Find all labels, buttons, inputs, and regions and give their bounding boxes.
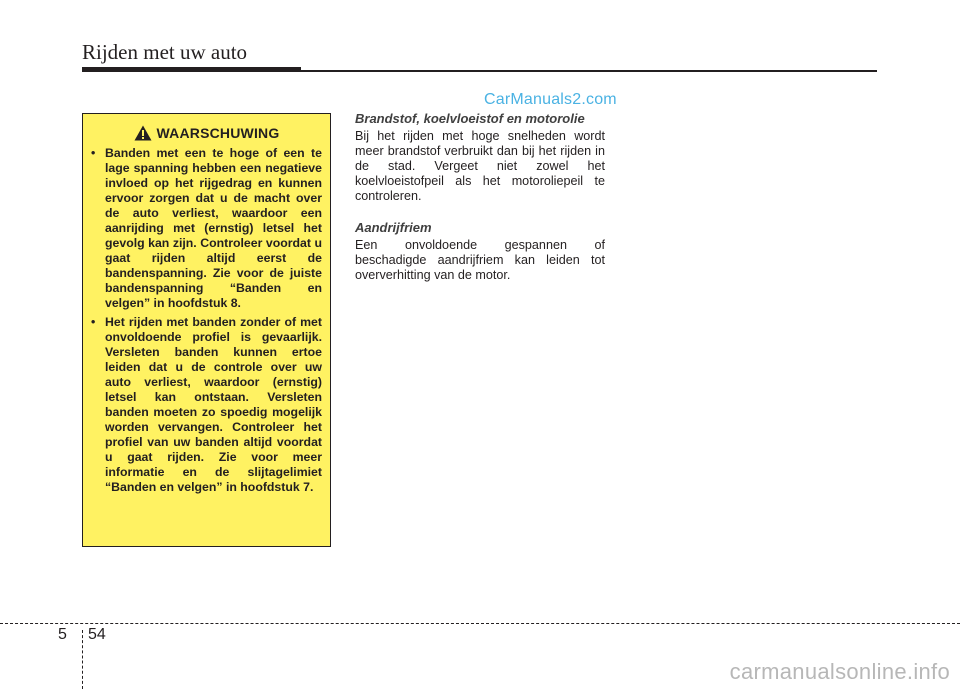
section-heading-drive-belt: Aandrijfriem [355, 220, 432, 235]
warning-title: WAARSCHUWING [156, 125, 280, 141]
footer-dashed-rule [0, 623, 960, 624]
warning-item-text: Banden met een te hoge of een te lage spanning hebben een negatieve invloed op het rijgedrag en kunnen ervoor zorgen dat u de macht over de auto verliest, waardoor een aanrijding met (ernstig) letsel het gevolg kan zijn. Controleer voordat u gaat rijden altijd eerst de bandenspanning. Zie voor de juiste bandenspanning “Banden en velgen” in hoofdstuk 8. [105, 146, 322, 310]
watermark-carmanuals2: CarManuals2.com [484, 91, 617, 108]
page-number: 54 [88, 626, 106, 643]
chapter-number: 5 [58, 626, 67, 643]
page-header-title: Rijden met uw auto [82, 40, 248, 64]
content-column [355, 111, 605, 299]
warning-list [91, 146, 322, 495]
section-body-drive-belt: Een onvoldoende gespannen of beschadigde aandrijfriem kan leiden tot oververhitting van de motor. [355, 238, 605, 282]
footer-dashed-divider [82, 630, 83, 689]
bullet: • [91, 315, 96, 329]
section-body-fuel: Bij het rijden met hoge snelheden wordt meer brandstof verbruikt dan bij het rijden in de stad. Vergeet niet zowel het koelvloeistofpeil als het motoroliepeil te controleren. [355, 129, 605, 203]
warning-triangle-icon [134, 125, 152, 141]
warning-header [91, 122, 322, 144]
section-heading-fuel: Brandstof, koelvloeistof en motorolie [355, 111, 585, 126]
bullet: • [91, 146, 96, 160]
header-rule-thin [301, 70, 877, 72]
warning-item-text: Het rijden met banden zonder of met onvoldoende profiel is gevaarlijk. Versleten banden kunnen ertoe leiden dat u de controle over uw auto verliest, waardoor (ernstig) letsel kan ontstaan. Versleten banden moeten zo spoedig mogelijk worden vervangen. Controleer het profiel van uw banden altijd voordat u gaat rijden. Zie voor meer informatie en de slijtagelimiet “Banden en velgen” in hoofdstuk 7. [105, 315, 322, 494]
header-rule-thick [82, 67, 301, 72]
warning-item [91, 315, 322, 495]
warning-item [91, 146, 322, 311]
warning-box [82, 113, 331, 547]
watermark-carmanualsonline: carmanualsonline.info [729, 659, 950, 684]
